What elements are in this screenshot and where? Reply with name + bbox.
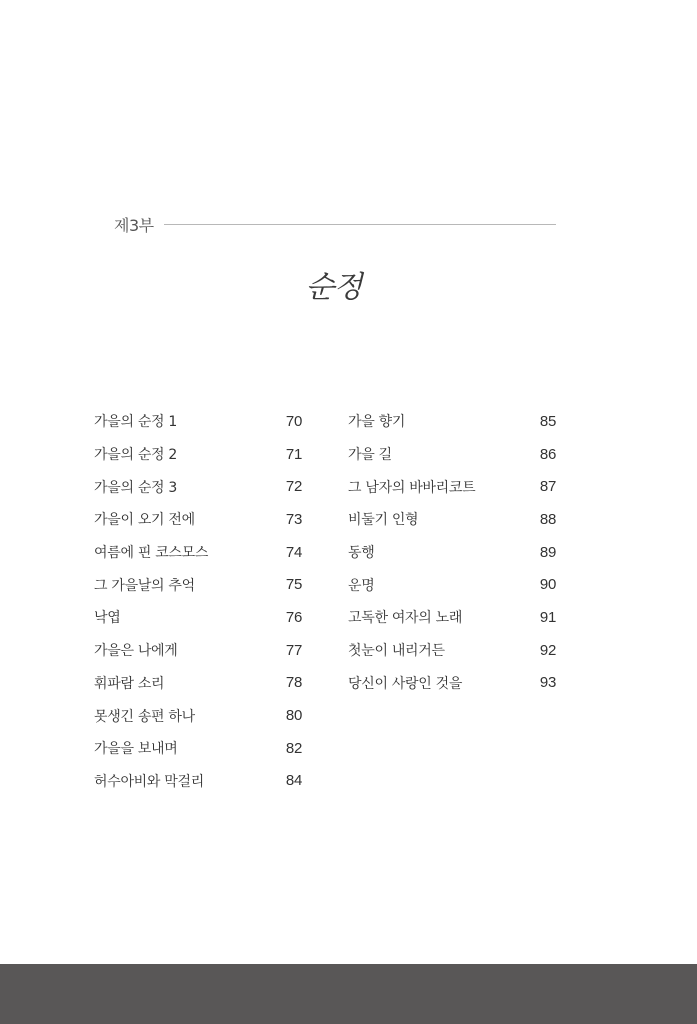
toc-entry-title: 가을이 오기 전에 — [94, 512, 195, 529]
toc-entry[interactable] — [94, 732, 302, 765]
toc-entry-title: 휘파람 소리 — [94, 675, 165, 692]
toc-entry-page: 71 — [285, 445, 302, 463]
footer-band — [0, 964, 697, 1024]
toc-right-column — [348, 405, 556, 699]
toc-entry-page: 88 — [539, 510, 556, 528]
toc-entry-page: 86 — [539, 445, 556, 463]
toc-entry-title: 첫눈이 내리거든 — [348, 643, 445, 660]
part-label: 제3부 — [114, 215, 154, 235]
toc-entry-page: 75 — [285, 576, 302, 594]
toc-entry[interactable] — [348, 667, 556, 700]
toc-entry-page: 76 — [285, 608, 302, 626]
toc-entry-title: 못생긴 송편 하나 — [94, 708, 195, 725]
toc-entry-page: 77 — [285, 641, 302, 659]
toc-entry-title: 가을의 순정 3 — [94, 479, 178, 496]
toc-entry-title: 비둘기 인형 — [348, 512, 419, 529]
toc-entry[interactable] — [94, 601, 302, 634]
toc-entry-page: 92 — [539, 641, 556, 659]
toc-entry-title: 여름에 핀 코스모스 — [94, 545, 209, 562]
toc-entry[interactable] — [94, 699, 302, 732]
toc-left-column — [94, 405, 302, 797]
toc-entry-title: 가을 길 — [348, 447, 392, 464]
toc-entry-title: 가을의 순정 2 — [94, 447, 178, 464]
toc-entry-page: 84 — [285, 772, 302, 790]
toc-entry-title: 당신이 사랑인 것을 — [348, 675, 463, 692]
toc-entry-title: 동행 — [348, 545, 375, 562]
toc-entry-title: 그 가을날의 추억 — [94, 577, 195, 594]
toc-entry-page: 78 — [285, 674, 302, 692]
toc-entry-page: 72 — [285, 478, 302, 496]
toc-entry[interactable] — [94, 470, 302, 503]
toc-entry[interactable] — [94, 536, 302, 569]
part-header — [114, 213, 556, 235]
toc-entry-page: 70 — [285, 412, 302, 430]
toc-entry-title: 가을은 나에게 — [94, 643, 178, 660]
toc-entry-page: 90 — [539, 576, 556, 594]
toc-entry[interactable] — [348, 438, 556, 471]
toc-entry[interactable] — [94, 765, 302, 798]
toc-entry-title: 그 남자의 바바리코트 — [348, 479, 476, 496]
toc-entry-title: 운명 — [348, 577, 375, 594]
toc-entry-page: 80 — [285, 707, 302, 725]
toc-entry[interactable] — [94, 568, 302, 601]
toc-entry[interactable] — [348, 405, 556, 438]
part-divider-rule — [164, 224, 556, 225]
toc-entry-title: 낙엽 — [94, 610, 121, 627]
toc-entry[interactable] — [94, 667, 302, 700]
toc-entry-title: 가을 향기 — [348, 414, 406, 431]
toc-entry[interactable] — [348, 601, 556, 634]
toc-entry[interactable] — [348, 568, 556, 601]
toc-entry[interactable] — [94, 634, 302, 667]
toc-entry[interactable] — [348, 470, 556, 503]
toc-entry-title: 가을을 보내며 — [94, 741, 178, 758]
toc-entry-page: 85 — [539, 412, 556, 430]
toc-entry-page: 91 — [539, 608, 556, 626]
toc-entry-page: 82 — [285, 739, 302, 757]
toc-entry-title: 고독한 여자의 노래 — [348, 610, 463, 627]
toc-entry[interactable] — [94, 405, 302, 438]
toc-entry-title: 허수아비와 막걸리 — [94, 773, 204, 790]
toc-entry[interactable] — [348, 503, 556, 536]
toc-entry-page: 74 — [285, 543, 302, 561]
toc-entry[interactable] — [94, 438, 302, 471]
toc-entry-page: 73 — [285, 510, 302, 528]
toc-entry[interactable] — [94, 503, 302, 536]
toc-entry-page: 93 — [539, 674, 556, 692]
section-title: 순정 — [305, 270, 362, 305]
toc-entry-page: 89 — [539, 543, 556, 561]
toc-entry[interactable] — [348, 634, 556, 667]
toc-entry[interactable] — [348, 536, 556, 569]
toc-entry-title: 가을의 순정 1 — [94, 414, 178, 431]
toc-entry-page: 87 — [539, 478, 556, 496]
